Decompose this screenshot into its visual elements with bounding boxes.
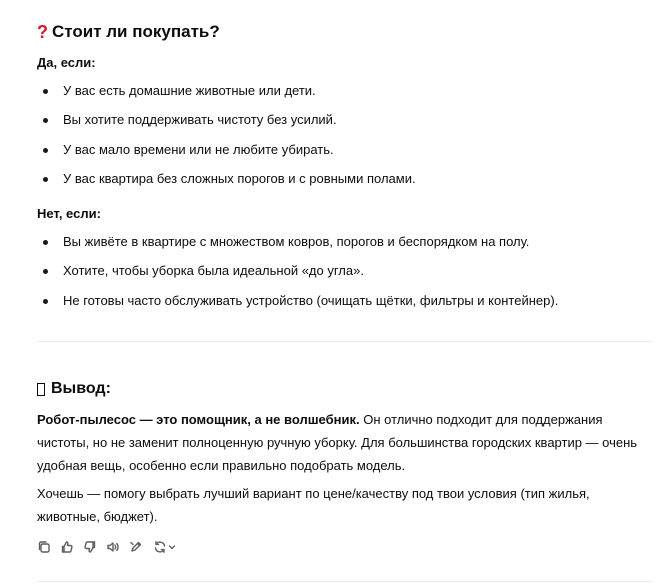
- red-question-mark-icon: ?: [37, 22, 48, 42]
- bullet-icon: [43, 177, 48, 182]
- list-item: [37, 83, 657, 112]
- section-divider: [37, 341, 652, 342]
- conclusion-bold: Робот-пылесос — это помощник, а не волшебник.: [37, 412, 360, 427]
- read-aloud-icon[interactable]: [106, 540, 120, 554]
- bullet-icon: [43, 299, 48, 304]
- bullet-icon: [43, 118, 48, 123]
- conclusion-paragraph: [37, 408, 649, 477]
- conclusion-rest: Он отлично подходит для поддержания чистоты, но не заменит полноценную ручную уборку. Для большинства городских квартир — очень удобная вещь, особенно если правильно подобрать модель.: [37, 412, 638, 473]
- list-item-text: У вас мало времени или не любите убирать.: [63, 141, 334, 157]
- offer-paragraph: Хочешь — помогу выбрать лучший вариант по цене/качеству под твои условия (тип жилья, животные, бюджет).: [37, 486, 590, 524]
- list-item-text: Вы живёте в квартире с множеством ковров, порогов и беспорядком на полу.: [63, 234, 530, 249]
- message-bottom-divider: [37, 581, 652, 582]
- list-item: [37, 112, 657, 141]
- list-item: [37, 293, 657, 322]
- list-item-text: У вас есть домашние животные или дети.: [63, 83, 316, 98]
- no-label: Нет, если:: [37, 206, 101, 221]
- list-item: [37, 142, 657, 171]
- bullet-icon: [43, 89, 48, 94]
- list-item-text: Вы хотите поддерживать чистоту без усилий.: [63, 112, 337, 128]
- section-heading-result: [37, 379, 111, 399]
- missing-glyph-icon: [37, 383, 45, 396]
- regenerate-icon[interactable]: [152, 540, 176, 554]
- list-item-text: Хотите, чтобы уборка была идеальной «до угла».: [63, 263, 364, 279]
- bullet-icon: [43, 240, 48, 245]
- thumbs-up-icon[interactable]: [60, 540, 74, 554]
- yes-label: Да, если:: [37, 55, 96, 70]
- copy-icon[interactable]: [37, 540, 51, 554]
- edit-in-canvas-icon[interactable]: [129, 540, 143, 554]
- list-item: [37, 171, 657, 200]
- list-item-text: У вас квартира без сложных порогов и с ровными полами.: [63, 170, 416, 186]
- yes-list: [37, 83, 657, 200]
- section-heading-result-text: Вывод:: [51, 380, 111, 397]
- list-item: [37, 263, 657, 292]
- chevron-down-icon[interactable]: [168, 543, 176, 551]
- no-list: [37, 234, 657, 322]
- list-item-text: Не готовы часто обслуживать устройство (очищать щётки, фильтры и контейнер).: [63, 292, 559, 308]
- thumbs-down-icon[interactable]: [83, 540, 97, 554]
- bullet-icon: [43, 269, 48, 274]
- section-heading-buy: [37, 22, 220, 42]
- message-actions: [37, 540, 176, 554]
- list-item: [37, 234, 657, 263]
- bullet-icon: [43, 148, 48, 153]
- section-heading-buy-text: Стоит ли покупать?: [52, 22, 220, 41]
